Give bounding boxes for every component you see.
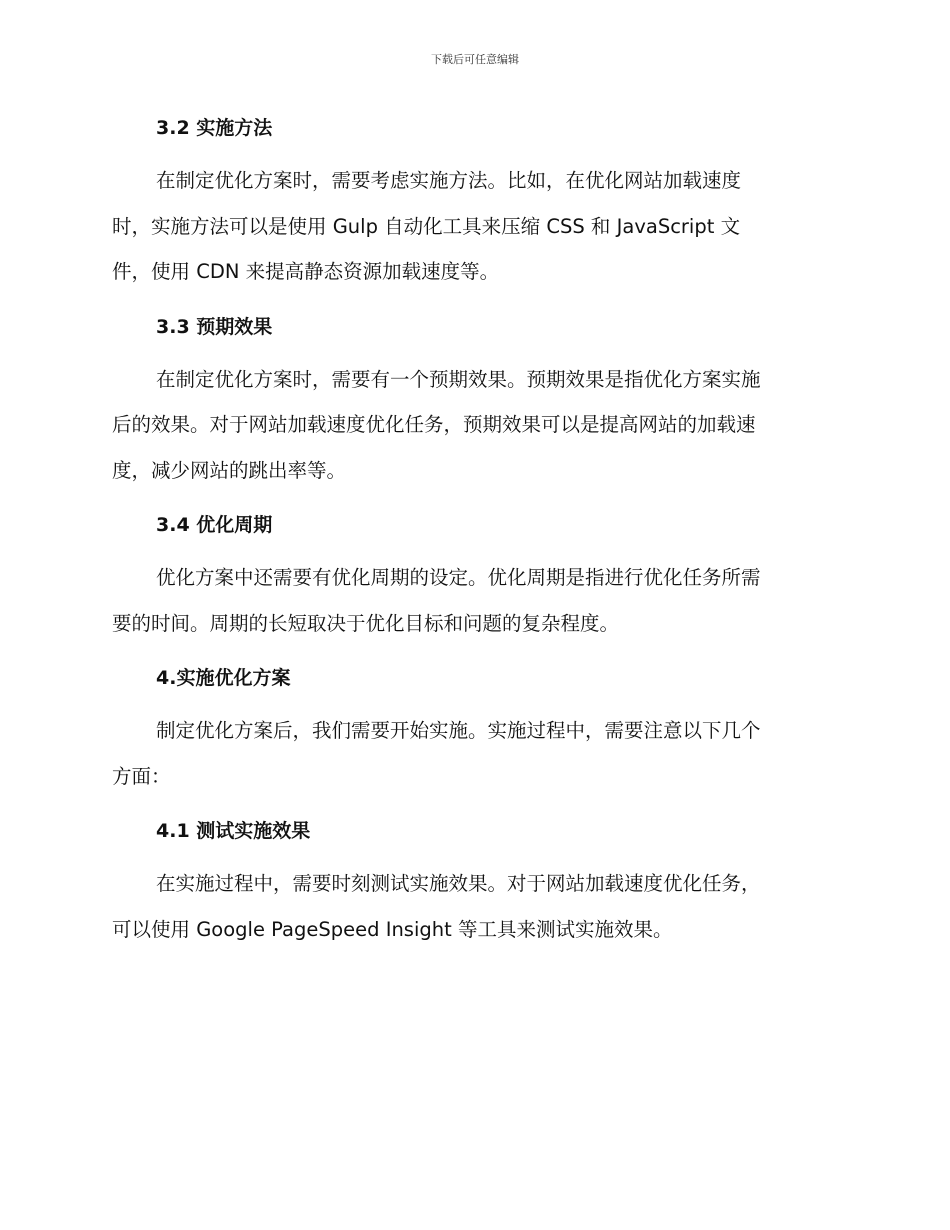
section-paragraph: [112, 158, 838, 295]
paragraph-line: 件，使用 CDN 来提高静态资源加载速度等。: [112, 260, 500, 283]
section-heading: 3.3 预期效果: [156, 315, 273, 338]
section-4: [112, 658, 838, 799]
section-3-4: [112, 505, 838, 646]
section-paragraph: [112, 861, 838, 952]
section-paragraph: [112, 555, 838, 646]
document-body: [112, 108, 838, 964]
section-heading: 4.1 测试实施效果: [156, 820, 311, 842]
paragraph-line: 时，实施方法可以是使用 Gulp 自动化工具来压缩 CSS 和 JavaScript 文: [112, 214, 741, 238]
section-heading: 3.2 实施方法: [156, 117, 273, 139]
section-3-2: [112, 108, 838, 295]
section-paragraph: [112, 708, 838, 799]
section-paragraph: [112, 357, 838, 494]
paragraph-line: 后的效果。对于网站加载速度优化任务，预期效果可以是提高网站的加载速: [112, 413, 756, 436]
paragraph-line: 在实施过程中，需要时刻测试实施效果。对于网站加载速度优化任务，: [156, 872, 761, 895]
section-4-1: [112, 811, 838, 952]
paragraph-line: 在制定优化方案时，需要考虑实施方法。比如，在优化网站加载速度: [156, 169, 742, 192]
paragraph-line: 优化方案中还需要有优化周期的设定。优化周期是指进行优化任务所需: [156, 566, 761, 589]
paragraph-line: 度，减少网站的跳出率等。: [112, 458, 347, 482]
section-heading: 4.实施优化方案: [156, 667, 291, 689]
paragraph-line: 要的时间。周期的长短取决于优化目标和问题的复杂程度。: [112, 611, 620, 635]
paragraph-line: 可以使用 Google PageSpeed Insight 等工具来测试实施效果。: [112, 917, 673, 941]
section-3-3: [112, 307, 838, 494]
paragraph-line: 制定优化方案后，我们需要开始实施。实施过程中，需要注意以下几个: [156, 719, 761, 742]
paragraph-line: 方面：: [112, 764, 171, 788]
page-header: 下载后可任意编辑: [431, 53, 519, 66]
paragraph-line: 在制定优化方案时，需要有一个预期效果。预期效果是指优化方案实施: [156, 367, 761, 391]
section-heading: 3.4 优化周期: [156, 514, 273, 536]
